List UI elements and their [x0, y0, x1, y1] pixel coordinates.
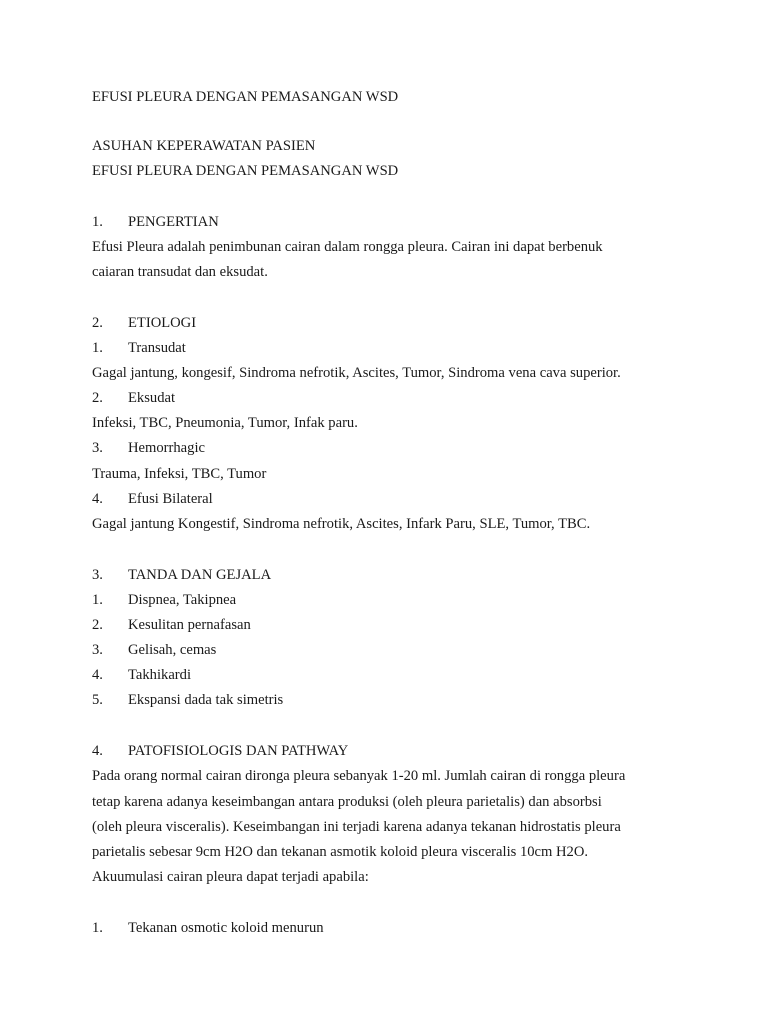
list-item: [92, 389, 175, 407]
list-item: [92, 691, 283, 709]
list-item-label: Hemorrhagic: [128, 440, 205, 456]
document-subtitle-1: ASUHAN KEPERAWATAN PASIEN: [92, 138, 316, 154]
list-item-label: Takhikardi: [128, 667, 192, 683]
paragraph-line: Pada orang normal cairan dironga pleura sebanyak 1-20 ml. Jumlah cairan di rongga pleura: [92, 768, 626, 784]
list-item: [92, 919, 324, 937]
list-item: [92, 439, 205, 457]
list-item-number: 3.: [92, 642, 103, 658]
list-item-number: 2.: [92, 390, 103, 406]
list-item-label: Gelisah, cemas: [128, 642, 217, 658]
list-item: [92, 666, 191, 684]
paragraph-line: Akuumulasi cairan pleura dapat terjadi apabila:: [92, 869, 369, 885]
section-heading-patofisiologis: [92, 742, 348, 760]
section-title: PATOFISIOLOGIS DAN PATHWAY: [128, 743, 349, 759]
paragraph-line: (oleh pleura visceralis). Keseimbangan ini terjadi karena adanya tekanan hidrostatis pleura: [92, 819, 621, 835]
list-item-number: 5.: [92, 692, 103, 708]
section-number: 4.: [92, 743, 103, 759]
list-item-detail: Gagal jantung, kongesif, Sindroma nefrotik, Ascites, Tumor, Sindroma vena cava superior.: [92, 365, 621, 381]
section-heading-etiologi: [92, 314, 196, 332]
list-item: [92, 591, 236, 609]
list-item-number: 4.: [92, 667, 103, 683]
list-item-label: Dispnea, Takipnea: [128, 592, 237, 608]
list-item-number: 2.: [92, 617, 103, 633]
paragraph-line: caiaran transudat dan eksudat.: [92, 264, 268, 280]
section-title: PENGERTIAN: [128, 214, 219, 230]
section-number: 1.: [92, 214, 103, 230]
section-number: 3.: [92, 567, 103, 583]
list-item-label: Eksudat: [128, 390, 176, 406]
list-item-detail: Gagal jantung Kongestif, Sindroma nefrotik, Ascites, Infark Paru, SLE, Tumor, TBC.: [92, 516, 591, 532]
document-subtitle-2: EFUSI PLEURA DENGAN PEMASANGAN WSD: [92, 163, 399, 179]
section-number: 2.: [92, 315, 103, 331]
section-heading-tanda-dan-gejala: [92, 566, 271, 584]
list-item-detail: Trauma, Infeksi, TBC, Tumor: [92, 466, 267, 482]
list-item: [92, 490, 213, 508]
list-item-number: 3.: [92, 440, 103, 456]
paragraph-line: Efusi Pleura adalah penimbunan cairan dalam rongga pleura. Cairan ini dapat berbenuk: [92, 239, 603, 255]
list-item-number: 1.: [92, 592, 103, 608]
list-item-label: Efusi Bilateral: [128, 491, 213, 507]
list-item-number: 1.: [92, 920, 103, 936]
list-item: [92, 641, 216, 659]
paragraph-line: parietalis sebesar 9cm H2O dan tekanan asmotik koloid pleura visceralis 10cm H2O.: [92, 844, 589, 860]
list-item-label: Transudat: [128, 340, 186, 356]
paragraph-line: tetap karena adanya keseimbangan antara produksi (oleh pleura parietalis) dan absorbsi: [92, 794, 602, 810]
list-item: [92, 616, 251, 634]
section-heading-pengertian: [92, 213, 219, 231]
section-title: ETIOLOGI: [128, 315, 197, 331]
list-item-number: 1.: [92, 340, 103, 356]
section-title: TANDA DAN GEJALA: [128, 567, 272, 583]
list-item: [92, 339, 186, 357]
document-title: EFUSI PLEURA DENGAN PEMASANGAN WSD: [92, 89, 399, 105]
list-item-label: Tekanan osmotic koloid menurun: [128, 920, 324, 936]
list-item-label: Ekspansi dada tak simetris: [128, 692, 284, 708]
list-item-detail: Infeksi, TBC, Pneumonia, Tumor, Infak paru.: [92, 415, 358, 431]
list-item-label: Kesulitan pernafasan: [128, 617, 251, 633]
list-item-number: 4.: [92, 491, 103, 507]
